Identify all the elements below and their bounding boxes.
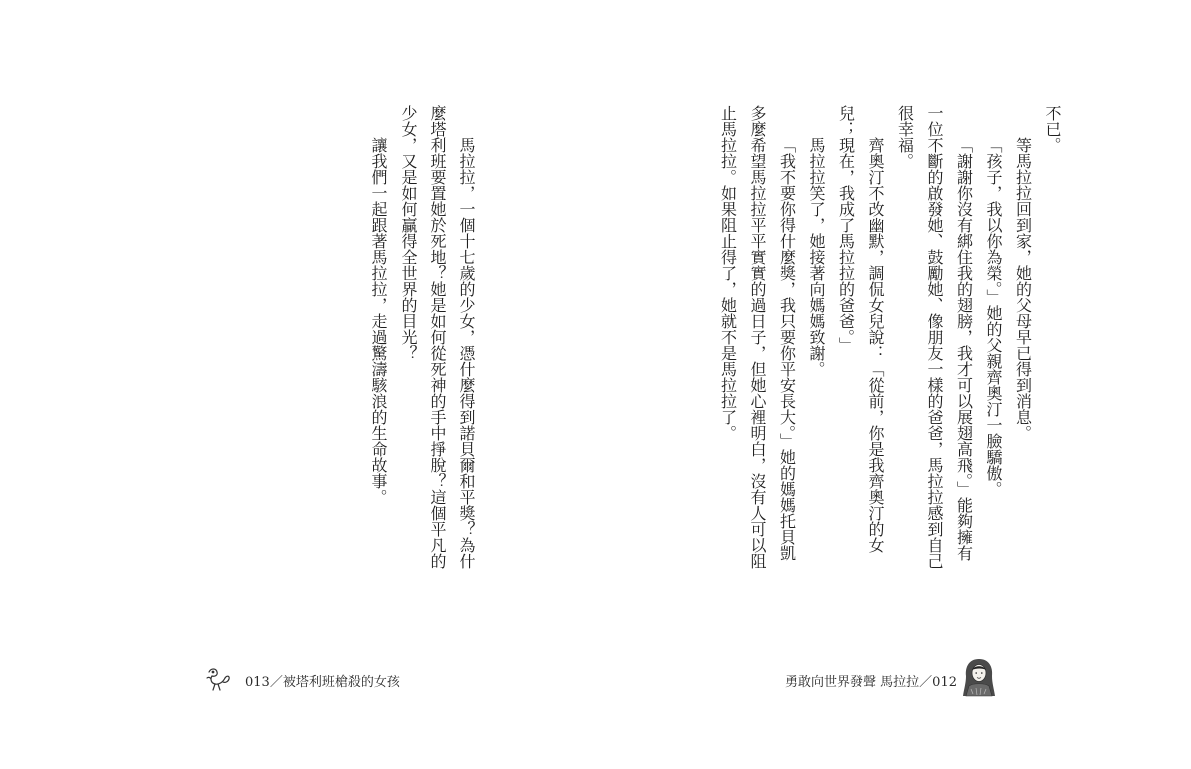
text-column: 很幸福。 [895,105,915,169]
text-column: 一位不斷的啟發她、鼓勵她、像朋友一樣的爸爸，馬拉拉感到自己 [925,105,944,569]
text-column: 馬拉拉笑了，她接著向媽媽致謝。 [807,137,826,377]
text-column: 不已。 [1043,105,1062,153]
text-column: 等馬拉拉回到家，她的父母早已得到消息。 [1013,137,1033,441]
girl-portrait-icon [959,656,999,698]
text-column: 止馬拉拉。如果阻止得了，她就不是馬拉拉了。 [718,105,738,441]
text-column: 「我不要你得什麼獎，我只要你平安長大。」她的媽媽托貝凱 [777,137,797,561]
text-column: 馬拉拉，一個十七歲的少女，憑什麼得到諾貝爾和平獎？為什 [457,137,476,569]
page-footer: 勇敢向世界發聲 馬拉拉／012 [785,675,957,690]
text-column: 齊奧汀不改幽默，調侃女兒說：「從前，你是我齊奧汀的女 [866,137,885,553]
text-column: 「謝謝你沒有綁住我的翅膀，我才可以展翅高飛。」能夠擁有 [954,137,974,561]
text-column: 兒；現在，我成了馬拉拉的爸爸。」 [836,105,856,353]
text-column: 少女，又是如何贏得全世界的目光？ [399,105,418,361]
text-column: 多麼希望馬拉拉平平實實的過日子，但她心裡明白，沒有人可以阻 [748,105,767,569]
text-column: 麼塔利班要置她於死地？她是如何從死神的手中掙脫？這個平凡的 [428,105,447,569]
text-column: 「孩子，我以你為榮。」她的父親齊奧汀一臉驕傲。 [984,137,1003,497]
page-footer: 013／被塔利班槍殺的女孩 [245,675,400,690]
text-column: 讓我們一起跟著馬拉拉，走過驚濤駭浪的生命故事。 [369,137,388,505]
